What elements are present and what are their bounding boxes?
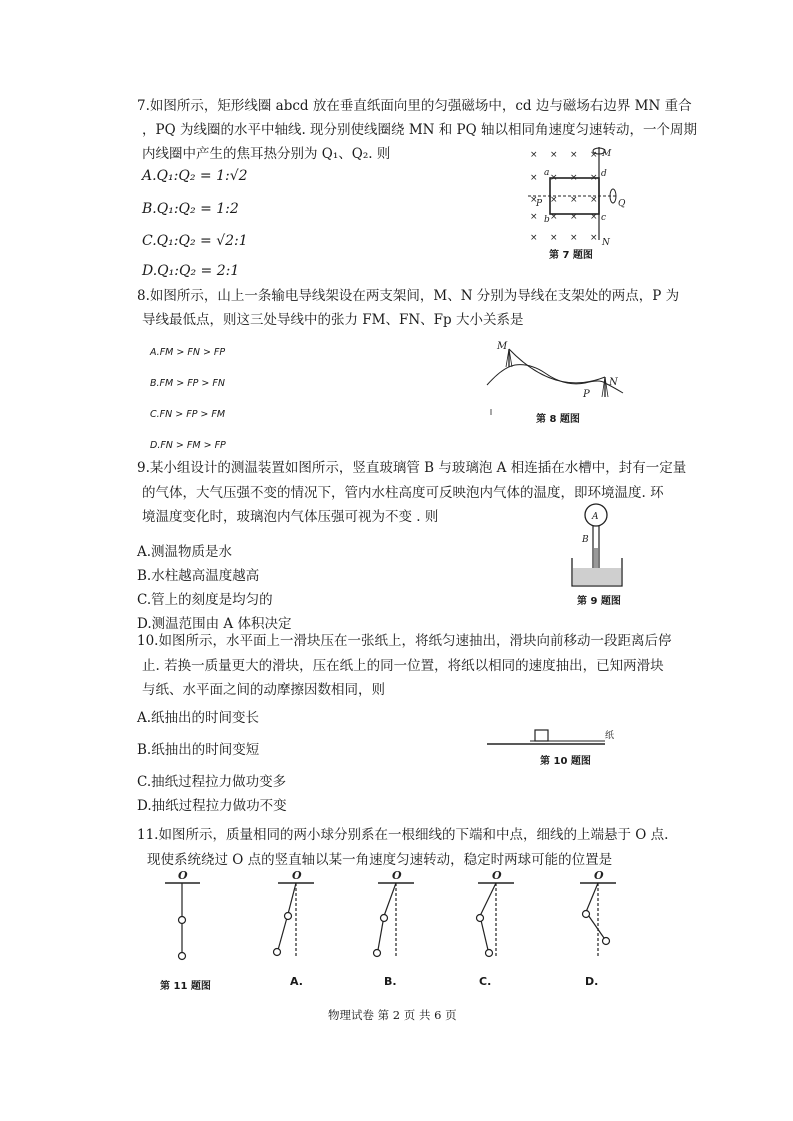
- q9-label-a: A: [592, 512, 599, 522]
- q8-option-b[interactable]: B.FM > FP > FN: [150, 378, 225, 389]
- svg-text:×: ×: [590, 195, 598, 205]
- q7-caption: 第 7 题图: [549, 250, 593, 261]
- q9-line2: 的气体，大气压强不变的情况下，管内水柱高度可反映泡内气体的温度，即环境温度. 环: [142, 485, 664, 501]
- svg-text:×: ×: [590, 233, 598, 243]
- q10-label-paper: 纸: [605, 731, 615, 741]
- svg-text:×: ×: [550, 212, 558, 222]
- svg-text:×: ×: [570, 233, 578, 243]
- q10-line2: 止. 若换一质量更大的滑块，压在纸上的同一位置，将纸以相同的速度抽出，已知两滑块: [142, 658, 664, 674]
- q8-caption: 第 8 题图: [536, 414, 580, 425]
- q9-option-c[interactable]: C.管上的刻度是均匀的: [137, 592, 273, 608]
- q8-line2: 导线最低点，则这三处导线中的张力 FM、FN、Fp 大小关系是: [142, 312, 524, 328]
- q7-option-a[interactable]: A.Q₁:Q₂ = 1:√2: [142, 168, 248, 184]
- q9-line3: 境温度变化时，玻璃泡内气体压强可视为不变 . 则: [142, 509, 439, 525]
- q9-caption: 第 9 题图: [577, 596, 621, 607]
- q8-option-a[interactable]: A.FM > FN > FP: [150, 347, 226, 358]
- q11-label-o-a: O: [292, 869, 302, 882]
- q7-label-n: N: [602, 238, 610, 248]
- q11-caption: 第 11 题图: [160, 981, 211, 992]
- q7-label-p: P: [536, 199, 543, 209]
- q10-line3: 与纸、水平面之间的动摩擦因数相同，则: [142, 682, 385, 698]
- q7-option-d[interactable]: D.Q₁:Q₂ = 2:1: [142, 263, 240, 279]
- q7-option-b[interactable]: B.Q₁:Q₂ = 1:2: [142, 201, 239, 217]
- svg-text:×: ×: [550, 195, 558, 205]
- q7-line3: 内线圈中产生的焦耳热分别为 Q₁、Q₂. 则: [142, 146, 391, 162]
- q8-label-m: M: [497, 341, 508, 352]
- q11-figures: [140, 866, 640, 966]
- svg-text:×: ×: [530, 212, 538, 222]
- q7-label-c: c: [601, 213, 607, 223]
- q7-label-a: a: [544, 168, 550, 178]
- q11-option-c[interactable]: C.: [479, 975, 492, 988]
- q7-label-d: d: [601, 169, 607, 179]
- q10-option-c[interactable]: C.抽纸过程拉力做功变多: [137, 774, 287, 790]
- q11-line2: 现使系统绕过 O 点的竖直轴以某一角速度匀速转动，稳定时两球可能的位置是: [147, 852, 613, 868]
- svg-text:×: ×: [570, 150, 578, 160]
- q9-option-a[interactable]: A.测温物质是水: [137, 544, 233, 560]
- q11-label-o-d: O: [594, 869, 604, 882]
- svg-text:×: ×: [590, 212, 598, 222]
- q11-option-b[interactable]: B.: [384, 975, 397, 988]
- svg-text:×: ×: [550, 173, 558, 183]
- q7-label-m: M: [602, 149, 612, 159]
- q8-option-c[interactable]: C.FN > FP > FM: [150, 409, 226, 420]
- q7-line2: ，PQ 为线圈的水平中轴线. 现分别使线圈绕 MN 和 PQ 轴以相同角速度匀速转动，一个周期: [142, 122, 697, 138]
- svg-text:×: ×: [570, 212, 578, 222]
- q8-figure: [485, 335, 625, 420]
- q10-option-d[interactable]: D.抽纸过程拉力做功不变: [137, 798, 287, 814]
- q11-option-d[interactable]: D.: [585, 975, 599, 988]
- q9-option-b[interactable]: B.水柱越高温度越高: [137, 568, 260, 584]
- q7-label-b: b: [544, 215, 550, 225]
- q8-label-p: P: [583, 389, 590, 400]
- q7-line1: 7.如图所示，矩形线圈 abcd 放在垂直纸面向里的匀强磁场中，cd 边与磁场右边界 MN 重合: [137, 98, 692, 114]
- q9-line1: 9.某小组设计的测温装置如图所示，竖直玻璃管 B 与玻璃泡 A 相连插在水槽中，封有一定量: [137, 460, 687, 476]
- svg-text:×: ×: [570, 195, 578, 205]
- page-footer: 物理试卷 第 2 页 共 6 页: [328, 1008, 457, 1022]
- q11-line1: 11.如图所示，质量相同的两小球分别系在一根细线的下端和中点，细线的上端悬于 O 点.: [137, 827, 669, 843]
- svg-text:×: ×: [550, 233, 558, 243]
- q10-caption: 第 10 题图: [540, 756, 591, 767]
- svg-text:×: ×: [550, 150, 558, 160]
- q9-option-d[interactable]: D.测温范围由 A 体积决定: [137, 616, 292, 632]
- q8-option-d[interactable]: D.FN > FM > FP: [150, 440, 226, 451]
- svg-text:×: ×: [590, 150, 598, 160]
- q7-label-q: Q: [618, 199, 626, 209]
- svg-text:×: ×: [590, 173, 598, 183]
- q10-line1: 10.如图所示，水平面上一滑块压在一张纸上，将纸匀速抽出，滑块向前移动一段距离后停: [137, 633, 672, 649]
- q8-label-n: N: [609, 377, 618, 388]
- q11-option-a[interactable]: A.: [290, 975, 303, 988]
- q7-figure: [520, 142, 630, 260]
- svg-text:×: ×: [570, 173, 578, 183]
- q10-figure: [485, 725, 625, 750]
- q9-figure: [560, 500, 635, 590]
- svg-text:×: ×: [530, 150, 538, 160]
- q10-option-a[interactable]: A.纸抽出的时间变长: [137, 710, 260, 726]
- q8-line1: 8.如图所示，山上一条输电导线架设在两支架间，M、N 分别为导线在支架处的两点，P 为: [137, 288, 680, 304]
- svg-text:×: ×: [530, 233, 538, 243]
- svg-text:×: ×: [530, 195, 538, 205]
- q7-option-c[interactable]: C.Q₁:Q₂ = √2:1: [142, 233, 248, 249]
- q11-label-o-c: O: [492, 869, 502, 882]
- q11-label-o-b: O: [392, 869, 402, 882]
- q11-label-o-ref: O: [178, 869, 188, 882]
- q9-label-b: B: [582, 535, 589, 545]
- svg-text:×: ×: [530, 173, 538, 183]
- q10-option-b[interactable]: B.纸抽出的时间变短: [137, 742, 260, 758]
